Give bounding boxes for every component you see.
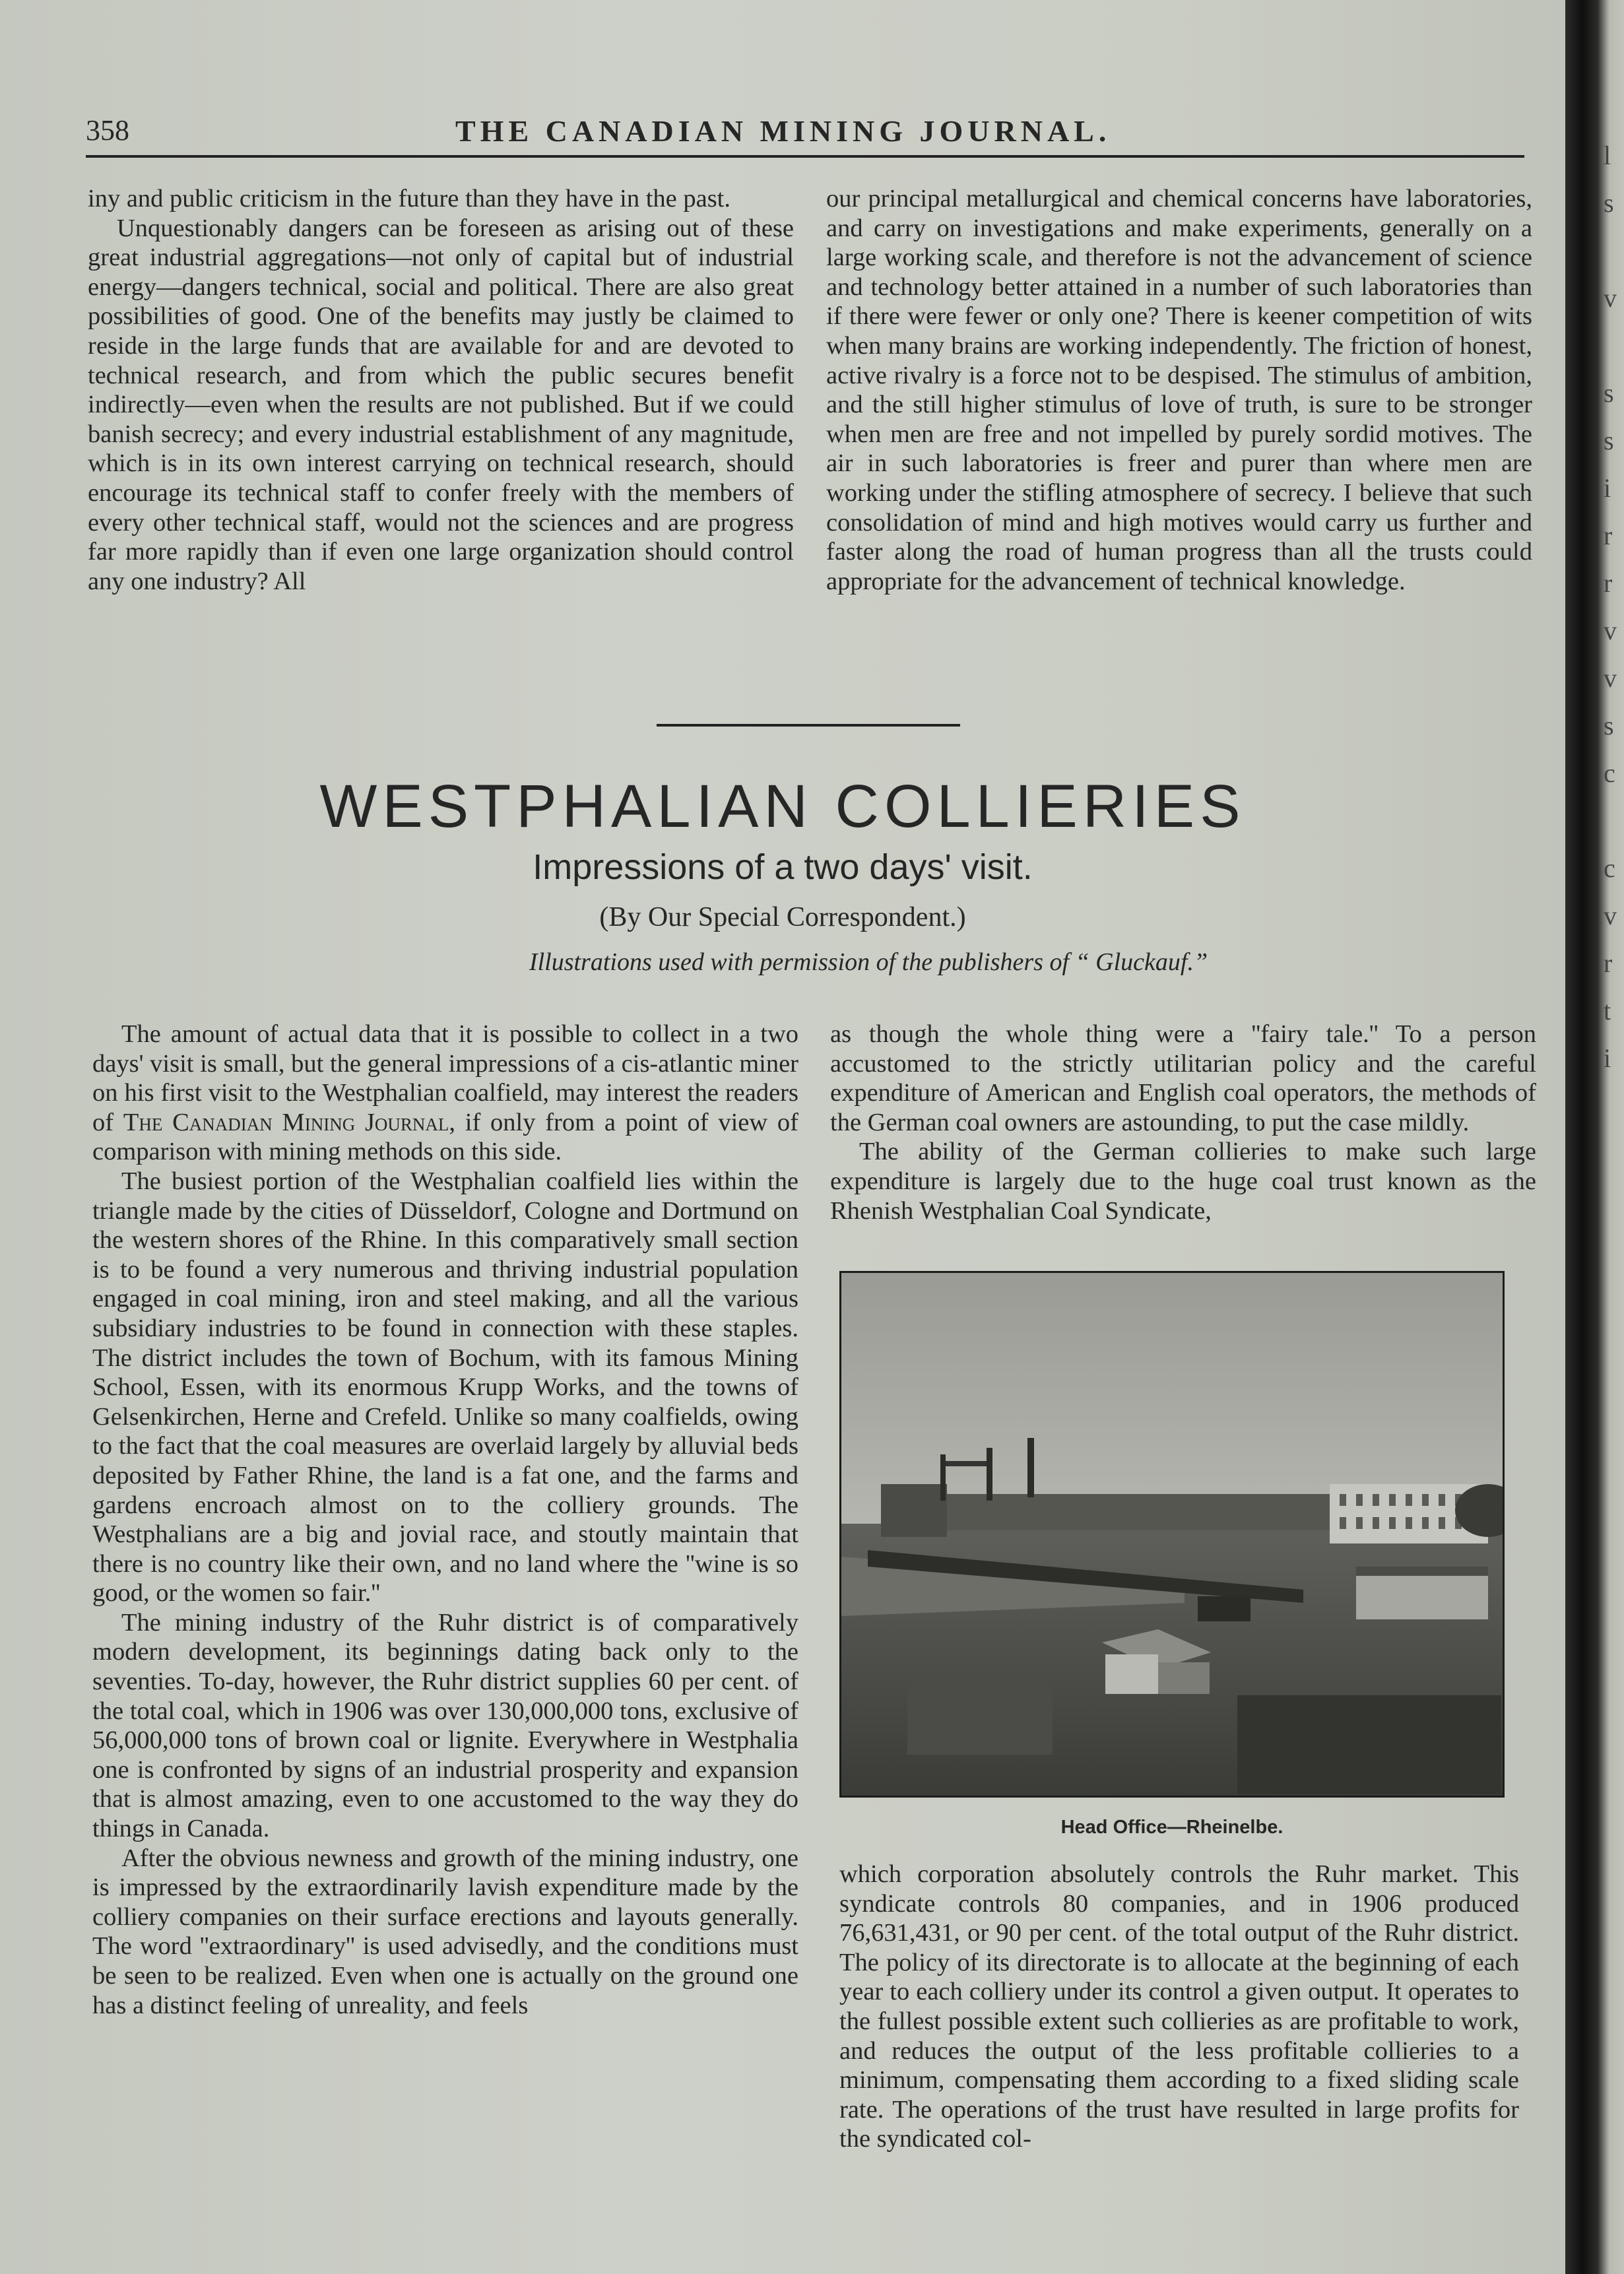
text-run: , if only from a point of view of comparison with mining methods on this side.: [92, 1108, 799, 1166]
page-header: [86, 114, 1524, 153]
running-head: THE CANADIAN MINING JOURNAL.: [455, 114, 1111, 148]
edge-letter: s: [1604, 711, 1614, 740]
text-run: The amount of actual data that it is possible to collect in a two days' visit is small, but the general impressions of a cis-atlantic miner on his first visit to the Westphalian coalfield, may interest the readers of: [92, 1020, 798, 1136]
edge-letter: [1604, 797, 1623, 845]
journal-name: The Canadian Mining Journal: [123, 1108, 449, 1136]
paragraph: The busiest portion of the Westphalian coalfield lies within the triangle made by the cities of Düsseldorf, Cologne and Dortmund on the western shores of the Rhine. In this comparatively small section is to be found a very numerous and thriving industrial population engaged in coal mining, iron and steel making, and all the various subsidiary industries to be found in connection with these staples. The district includes the town of Bochum, with its famous Mining School, Essen, with its enormous Krupp Works, and the towns of Gelsenkirchen, Herne and Crefeld. Unlike so many coalfields, owing to the fact that the coal measures are overlaid largely by alluvial beds deposited by Father Rhine, the land is a fat one, and the farms and gardens encroach almost on to the colliery grounds. The Westphalians are a big and jovial race, and stoutly maintain that there is no country like their own, and no land where the ''wine is so good, or the women so fair.'': [92, 1167, 798, 1608]
paragraph: which corporation absolutely controls the Ruhr market. This syndicate controls 80 companies, and in 1906 produced 76,631,431, or 90 per cent. of the total output of the Ruhr district. The policy of its directorate is to allocate at the beginning of each year to each colliery under its control a given output. It operates to the fullest possible extent such collieries as are profitable to work, and reduces the output of the less profitable collieries to a minimum, compensating them according to a fixed sliding scale rate. The operations of the trust have resulted in large profits for the syndicated col-: [839, 1860, 1519, 2153]
edge-letter: r: [1604, 568, 1613, 598]
figure-caption: Head Office—Rheinelbe.: [1060, 1817, 1283, 1838]
top-right-column: [826, 184, 1532, 596]
article-title: WESTPHALIAN COLLIERIES: [319, 773, 1246, 840]
article-byline: (By Our Special Correspondent.): [599, 902, 966, 932]
illustration-credit: Illustrations used with permission of the publishers of “ Gluckauf.”: [529, 948, 1208, 976]
edge-letter: c: [1604, 758, 1615, 788]
page-number: 358: [86, 114, 129, 146]
edge-letter: v: [1604, 663, 1617, 693]
edge-letter: r: [1604, 521, 1613, 550]
colliery-photograph-drawing: [841, 1273, 1503, 1796]
paragraph: The mining industry of the Ruhr district is of comparatively modern development, its beginnings dating back only to the seventies. To-day, however, the Ruhr district supplies 60 per cent. of the total coal, which in 1906 was over 130,000,000 tons, exclusive of 56,000,000 tons of brown coal or lignite. Everywhere in Westphalia one is confronted by signs of an industrial prosperity and expansion that is almost amazing, even to one accustomed to the way they do things in Canada.: [92, 1608, 798, 1843]
colliery-photograph: [839, 1271, 1505, 1798]
paragraph: After the obvious newness and growth of the mining industry, one is impressed by the extraordinarily lavish expenditure made by the colliery companies on their surface erections and layouts generally. The word ''extraordinary'' is used advisedly, and the conditions must be seen to be realized. Even when one is actually on the ground one has a distinct feeling of unreality, and feels: [92, 1844, 798, 2019]
article-subtitle: Impressions of a two days' visit.: [533, 847, 1033, 887]
bottom-left-column: [92, 1020, 798, 2020]
header-rule: [86, 155, 1524, 158]
edge-letter: l: [1604, 141, 1611, 170]
paragraph: Unquestionably dangers can be foreseen as arising out of these great industrial aggregations—not only of capital but of industrial energy—dangers technical, social and political. There are also great possibilities of good. One of the benefits may justly be claimed to reside in the large funds that are available for and are devoted to technical research, and from which the public secures benefit indirectly—even when the results are not published. But if we could banish secrecy; and every industrial establishment of any magnitude, which is in its own interest carrying on technical research, should encourage its technical staff to confer freely with the members of every other technical staff, would not the sciences and are progress far more rapidly than if even one large organization should control any one industry? All: [88, 214, 794, 595]
edge-letter: c: [1604, 853, 1615, 883]
paragraph: our principal metallurgical and chemical concerns have laboratories, and carry on investigations and make experiments, generally on a large working scale, and therefore is not the advancement of science and technology better attained in a number of such laboratories than if there were fewer or only one? There is keener competition of wits when many brains are working independently. The friction of honest, active rivalry is a force not to be despised. The stimulus of ambition, and the still higher stimulus of love of truth, is sure to be stronger when men are free and not impelled by purely sordid motives. The air in such laboratories is freer and purer than where men are working under the stifling atmosphere of secrecy. I believe that such consolidation of mind and high motives would carry us further and faster along the road of human progress than all the trusts could appropriate for the advancement of technical knowledge.: [826, 185, 1532, 595]
bottom-right-lower-column: [839, 1860, 1519, 2154]
bottom-right-upper-column: [830, 1020, 1536, 1225]
edge-letter: s: [1604, 426, 1614, 455]
edge-letter: [1604, 227, 1623, 275]
paragraph: as though the whole thing were a ''fairy tale.'' To a person accustomed to the strictly utilitarian policy and the careful expenditure of American and English coal operators, the methods of the German coal owners are astounding, to put the case mildly.: [830, 1020, 1536, 1136]
section-divider: [657, 724, 960, 727]
edge-letter: i: [1604, 473, 1611, 503]
edge-letter: i: [1604, 1043, 1611, 1073]
edge-letter: v: [1604, 283, 1617, 313]
edge-letter: t: [1604, 996, 1611, 1025]
paragraph: The ability of the German collieries to make such large expenditure is largely due to the huge coal trust known as the Rhenish Westphalian Coal Syndicate,: [830, 1138, 1536, 1225]
paragraph: [92, 1020, 798, 1167]
top-left-column: [88, 184, 794, 596]
edge-letter: [1604, 322, 1623, 370]
edge-letter: s: [1604, 188, 1614, 218]
edge-letter: s: [1604, 378, 1614, 408]
adjacent-page-edge-text: [1604, 132, 1623, 1082]
edge-letter: v: [1604, 616, 1617, 645]
edge-letter: r: [1604, 948, 1613, 978]
paragraph: iny and public criticism in the future than they have in the past.: [88, 185, 731, 212]
edge-letter: v: [1604, 901, 1617, 930]
